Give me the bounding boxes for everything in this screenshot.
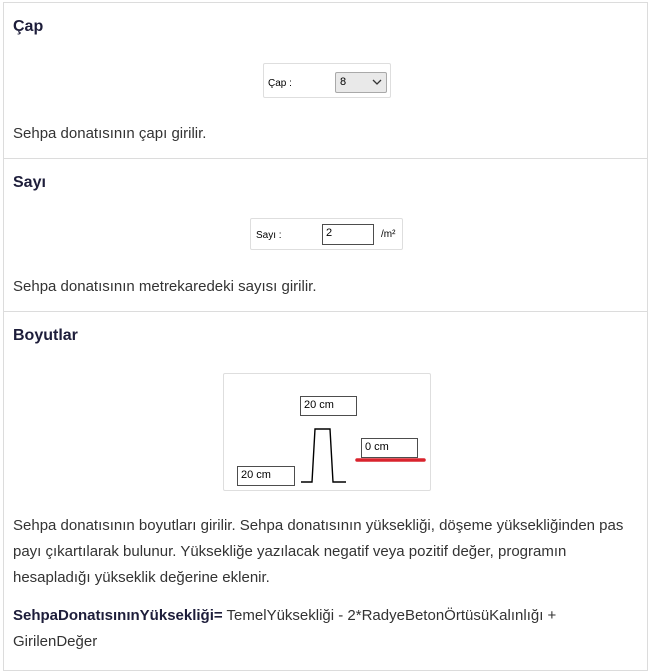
- cap-panel: [263, 63, 391, 98]
- sayi-unit: /m²: [381, 229, 396, 240]
- boyutlar-description: Sehpa donatısının boyutları girilir. Sehpa donatısının yüksekliği, döşeme yüksekliğinden pas payı çıkartılarak bulunur. Yüksekliğe yazılacak negatif veya pozitif değer, programın hesapladığı yükseklik değerine eklenir.: [13, 517, 624, 586]
- bottom-left-dimension-input[interactable]: [237, 466, 295, 486]
- sehpa-outline: [301, 429, 346, 482]
- bottom-left-dimension-value: 20 cm: [241, 469, 271, 481]
- right-dimension-value: 0 cm: [365, 441, 389, 453]
- chevron-down-icon: [372, 77, 382, 87]
- cap-select[interactable]: [335, 72, 387, 93]
- formula: [13, 603, 641, 655]
- formula-value: TemelYüksekliği - 2*RadyeBetonÖrtüsüKalınlığı + GirilenDeğer: [13, 607, 557, 650]
- section-title-sayi: Sayı: [13, 174, 46, 191]
- section-sayi: [3, 158, 648, 312]
- section-title-cap: Çap: [13, 18, 44, 35]
- section-title-boyutlar: Boyutlar: [13, 327, 78, 344]
- sayi-panel: [250, 218, 403, 250]
- sayi-input[interactable]: [322, 224, 374, 245]
- boyutlar-diagram: [223, 373, 431, 491]
- cap-label: Çap :: [268, 78, 292, 89]
- cap-description: Sehpa donatısının çapı girilir.: [13, 125, 207, 142]
- cap-select-value: 8: [340, 76, 347, 88]
- section-boyutlar: [3, 311, 648, 671]
- section-cap: [3, 2, 648, 159]
- sayi-label: Sayı :: [256, 230, 282, 241]
- formula-key: SehpaDonatısınınYüksekliği=: [13, 607, 223, 624]
- top-dimension-input[interactable]: [300, 396, 357, 416]
- top-dimension-value: 20 cm: [304, 399, 334, 411]
- right-dimension-input[interactable]: [361, 438, 418, 458]
- sayi-input-value: 2: [326, 227, 333, 239]
- sayi-description: Sehpa donatısının metrekaredeki sayısı girilir.: [13, 278, 317, 295]
